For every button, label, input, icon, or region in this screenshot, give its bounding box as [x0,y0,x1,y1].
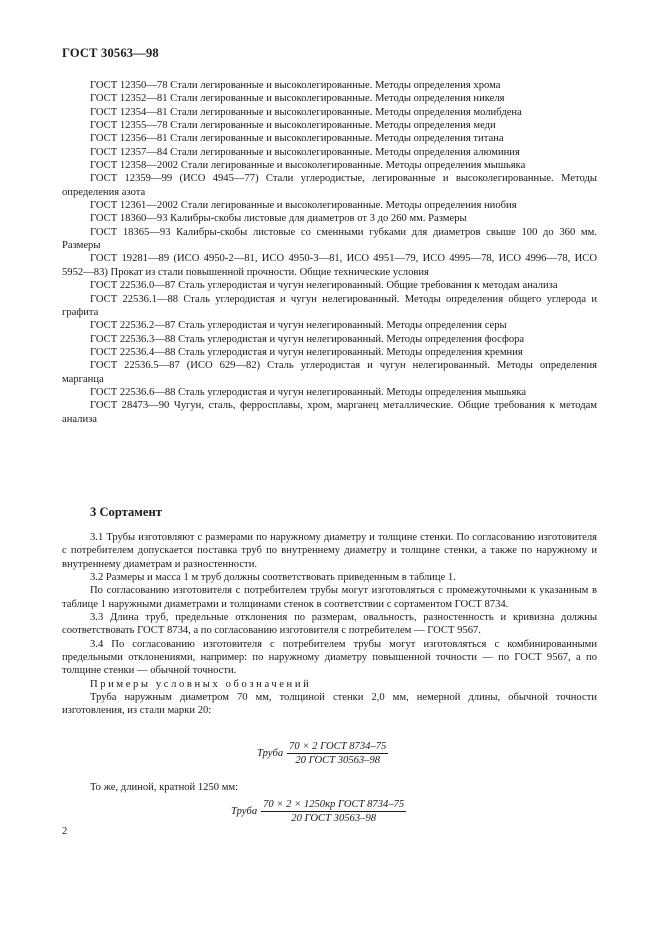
section-body [62,531,597,718]
reference-item: ГОСТ 12359—99 (ИСО 4945—77) Стали углеродистые, легированные и высоколегированные. Методы определения азота [62,173,597,198]
reference-item: ГОСТ 12358—2002 Стали легированные и высоколегированные. Методы определения мышьяка [90,160,526,172]
formula-word: Труба [257,748,284,759]
document-header: ГОСТ 30563—98 [62,46,159,60]
reference-item: ГОСТ 28473—90 Чугун, сталь, ферросплавы, хром, марганец металлические. Общие требования к методам анализа [62,400,597,425]
formula-denominator: 20 ГОСТ 30563–98 [291,813,377,824]
reference-item: ГОСТ 18365—93 Калибры-скобы листовые со сменными губками для диаметров свыше 100 до 360 мм. Размеры [62,226,597,252]
formula-word: Труба [231,806,258,817]
reference-item: ГОСТ 22536.4—88 Сталь углеродистая и чугун нелегированный. Методы определения кремния [90,346,523,358]
reference-item: ГОСТ 18360—93 Калибры-скобы листовые для диаметров от 3 до 260 мм. Размеры [90,213,467,225]
formula-fraction [287,741,388,766]
reference-item: ГОСТ 22536.2—87 Сталь углеродистая и чугун нелегированный. Методы определения серы [90,320,507,332]
paragraph-3-2-continued: По согласованию изготовителя с потребителем трубы могут изготовляться с промежуточными к указанным в таблице 1 наружными диаметрами и толщинами стенок в соответствии с сортаментом ГОСТ 8734. [62,585,597,610]
normative-references-list [62,79,597,426]
formula-numerator: 70 × 2 × 1250кр ГОСТ 8734–75 [263,799,405,810]
paragraph-3-1: 3.1 Трубы изготовляют с размерами по наружному диаметру и толщине стенки. По согласованию изготовителя с потребителем допускается поставка труб по внутреннему диаметру и толщине стенки, а также по наружному и внутреннему диаметрам и разностенности. [62,532,597,570]
formula-denominator: 20 ГОСТ 30563–98 [295,755,381,766]
page-number: 2 [62,826,68,837]
reference-item: ГОСТ 12350—78 Стали легированные и высоколегированные. Методы определения хрома [90,80,501,91]
reference-item: ГОСТ 19281—89 (ИСО 4950-2—81, ИСО 4950-3—81, ИСО 4951—79, ИСО 4995—78, ИСО 4996—78, ИСО 5952—83) Прокат из стали повышенной прочности. Общие технические условия [62,253,597,278]
reference-item: ГОСТ 22536.5—87 (ИСО 629—82) Сталь углеродистая и чугун нелегированный. Методы определения марганца [62,360,597,385]
reference-item: ГОСТ 22536.1—88 Сталь углеродистая и чугун нелегированный. Методы определения общего углерода и графита [62,293,597,318]
example-1-text: Труба наружным диаметром 70 мм, толщиной стенки 2,0 мм, немерной длины, обычной точности изготовления, из стали марки 20: [62,692,597,717]
examples-heading: Примеры условных обозначений [90,678,312,690]
reference-item: ГОСТ 12352—81 Стали легированные и высоколегированные. Методы определения никеля [90,93,505,105]
reference-item: ГОСТ 22536.0—87 Сталь углеродистая и чугун нелегированный. Общие требования к методам анализа [90,280,558,292]
reference-item: ГОСТ 22536.6—88 Сталь углеродистая и чугун нелегированный. Методы определения мышьяка [90,386,527,398]
designation-formula-2 [231,799,406,824]
example-2-text: То же, длиной, кратной 1250 мм: [90,782,239,793]
reference-item: ГОСТ 12357—84 Стали легированные и высоколегированные. Методы определения алюминия [90,146,520,158]
reference-item: ГОСТ 22536.3—88 Сталь углеродистая и чугун нелегированный. Методы определения фосфора [90,333,525,345]
section-title: 3 Сортамент [90,505,162,519]
paragraph-3-2: 3.2 Размеры и масса 1 м труб должны соответствовать приведенным в таблице 1. [90,572,456,584]
reference-item: ГОСТ 12354—81 Стали легированные и высоколегированные. Методы определения молибдена [90,106,522,118]
reference-item: ГОСТ 12356—81 Стали легированные и высоколегированные. Методы определения титана [90,133,504,145]
reference-item: ГОСТ 12361—2002 Стали легированные и высоколегированные. Методы определения ниобия [90,200,517,212]
paragraph-3-4: 3.4 По согласованию изготовителя с потребителем трубы могут изготовляться с комбинированными предельными отклонениями, например: по наружному диаметру повышенной точности — по ГОСТ 9567, а по толщине стенки — обычной точности. [62,638,597,677]
formula-numerator: 70 × 2 ГОСТ 8734–75 [289,741,387,752]
designation-formula-1 [257,741,388,766]
paragraph-3-3: 3.3 Длина труб, предельные отклонения по размерам, овальность, разностенность и кривизна должны соответствовать ГОСТ 8734, а по согласованию изготовителя с потребителем — ГОСТ 9567. [62,612,597,637]
formula-fraction [261,799,406,824]
reference-item: ГОСТ 12355—78 Стали легированные и высоколегированные. Методы определения меди [90,120,496,132]
